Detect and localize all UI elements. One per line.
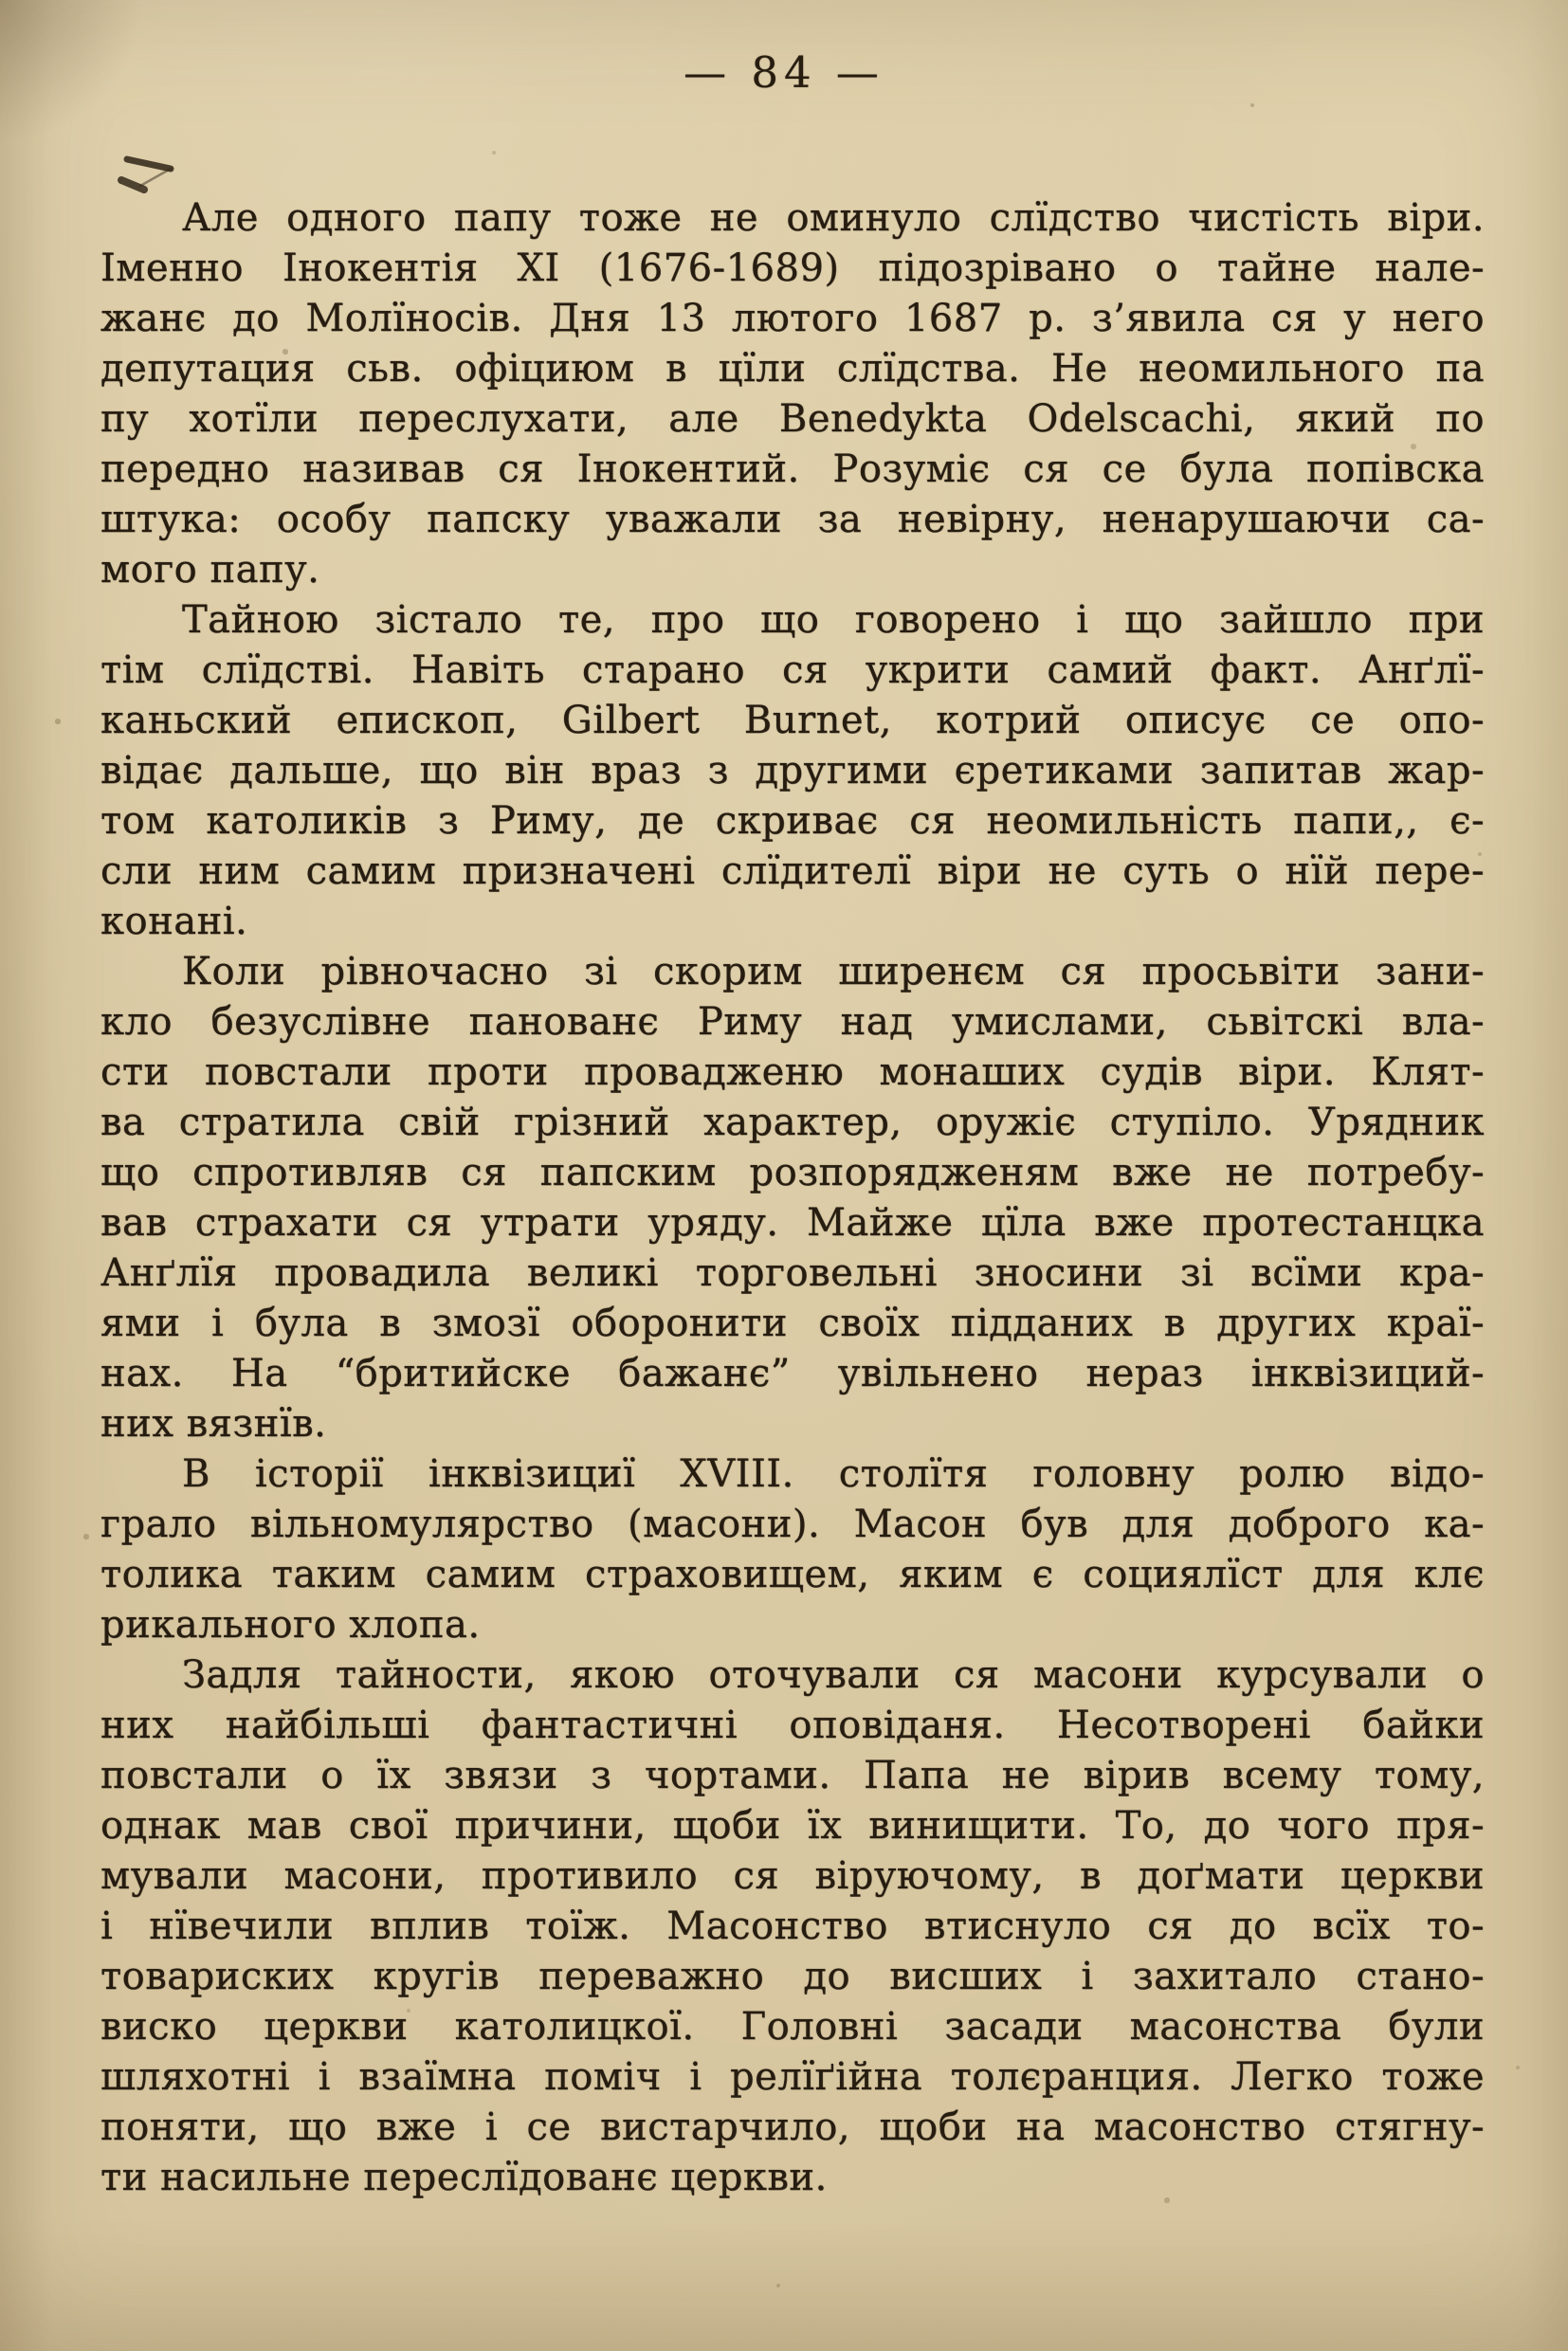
text-line: жанє до Молїносів. Дня 13 лютого 1687 р. з’явила ся у него bbox=[100, 297, 1485, 340]
text-line: Анґлїя провадила великі торговельні зносини зі всїми кра- bbox=[100, 1251, 1485, 1295]
ink-smudge-mark bbox=[112, 140, 188, 197]
text-line: Тайною зістало те, про що говорено і що зайшло при bbox=[182, 598, 1485, 642]
text-line: повстали о їх звязи з чортами. Папа не вірив всему тому, bbox=[100, 1754, 1485, 1797]
text-line: однак мав свої причини, щоби їх винищити. То, до чого пря- bbox=[100, 1804, 1485, 1848]
page-number: — 84 — bbox=[684, 47, 884, 98]
text-line: тім слїдстві. Навіть старано ся укрити самий факт. Анґлї- bbox=[100, 648, 1485, 692]
text-line: і нївечили вплив тоїж. Масонство втиснуло ся до всїх то- bbox=[100, 1904, 1485, 1948]
text-line: Задля тайности, якою оточували ся масони курсували о bbox=[182, 1653, 1485, 1697]
text-line: що спротивляв ся папским розпорядженям вже не потребу- bbox=[100, 1151, 1485, 1194]
text-line: відає дальше, що він враз з другими єретиками запитав жар- bbox=[100, 749, 1485, 793]
text-line: виско церкви католицкої. Головні засади масонства були bbox=[100, 2005, 1485, 2049]
text-line: кло безуслівне панованє Риму над умислами, сьвітскі вла- bbox=[100, 1000, 1485, 1044]
text-line: пу хотїли переслухати, але Benedykta Odelscachi, який по bbox=[100, 397, 1485, 441]
text-line: нах. На “бритийске бажанє” увільнено нераз інквізиций- bbox=[100, 1352, 1485, 1395]
text-line: том католиків з Риму, де скриває ся неомильність папи,, є- bbox=[100, 799, 1485, 843]
text-line: толика таким самим страховищем, яким є социялїст для клє bbox=[100, 1553, 1485, 1596]
page-text bbox=[0, 193, 1568, 2203]
text-line: конані. bbox=[100, 900, 248, 943]
text-line: рикального хлопа. bbox=[100, 1603, 481, 1647]
text-line: мого папу. bbox=[100, 548, 320, 592]
text-line: мували масони, противило ся віруючому, в доґмати церкви bbox=[100, 1854, 1485, 1898]
text-line: них найбільші фантастичні оповіданя. Несотворені байки bbox=[100, 1704, 1485, 1747]
text-line: вав страхати ся утрати уряду. Майже цїла вже протестанцка bbox=[100, 1201, 1485, 1245]
text-line: каньский епископ, Gilbert Burnet, котрий описує се опо- bbox=[100, 699, 1485, 742]
text-line: передно називав ся Інокентий. Розуміє ся се була попівска bbox=[100, 447, 1485, 491]
text-line: Але одного папу тоже не оминуло слїдство чистість віри. bbox=[182, 196, 1485, 240]
text-line: сли ним самим призначені слїдителї віри не суть о нїй пере- bbox=[100, 849, 1485, 893]
text-line: В історії інквізициї XVIII. столїтя головну ролю відо- bbox=[182, 1452, 1485, 1496]
text-line: поняти, що вже і се вистарчило, щоби на масонство стягну- bbox=[100, 2105, 1485, 2149]
paper-speckles bbox=[0, 0, 2, 2]
text-line: ва стратила свій грізний характер, оружіє ступіло. Урядник bbox=[100, 1101, 1485, 1144]
text-line: штука: особу папску уважали за невірну, ненарушаючи са- bbox=[100, 498, 1485, 541]
page-header bbox=[0, 47, 1568, 99]
text-line: грало вільномулярство (масони). Масон був для доброго ка- bbox=[100, 1503, 1485, 1546]
text-line: товариских кругів переважно до висших і захитало стано- bbox=[100, 1955, 1485, 1998]
text-line: ями і була в змозї оборонити своїх підданих в других краї- bbox=[100, 1302, 1485, 1345]
text-line: Іменно Інокентія XI (1676-1689) підозрівано о тайне нале- bbox=[100, 246, 1485, 290]
text-line: Коли рівночасно зі скорим ширенєм ся просьвіти зани- bbox=[182, 950, 1485, 993]
text-line: депутация сьв. офіциюм в цїли слїдства. Не неомильного па bbox=[100, 347, 1485, 391]
text-line: сти повстали проти провадженю монаших судів віри. Клят- bbox=[100, 1050, 1485, 1094]
text-line: шляхотні і взаїмна поміч і релїґійна толєранция. Легко тоже bbox=[100, 2055, 1485, 2099]
text-line: них вязнїв. bbox=[100, 1402, 327, 1446]
text-line: ти насильне переслїдованє церкви. bbox=[100, 2156, 828, 2199]
